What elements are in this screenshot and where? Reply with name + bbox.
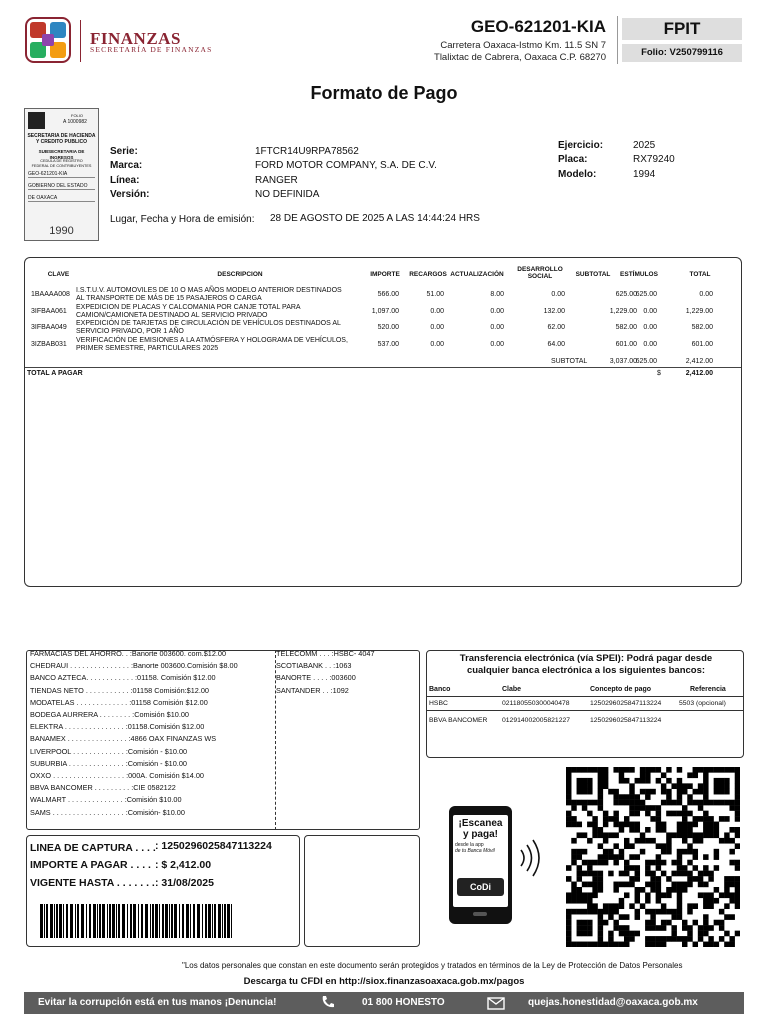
total-currency: $ [657, 370, 661, 377]
qr-code [566, 767, 740, 947]
footer-phone: 01 800 HONESTO [362, 997, 445, 1008]
row-desarrollo: 62.00 [547, 324, 565, 331]
brand-subtitle: SECRETARÍA DE FINANZAS [90, 45, 213, 54]
col-actualizacion: ACTUALIZACIÓN [450, 271, 504, 278]
phone-icon [320, 994, 336, 1013]
finanzas-logo [24, 16, 72, 64]
total-value: 2,412.00 [685, 370, 713, 377]
row-subtotal: 582.00 [615, 324, 637, 331]
footer-bar [24, 992, 744, 1014]
brand-divider [80, 20, 81, 62]
codi-line-4: de tu Banca Móvil [455, 848, 495, 854]
payment-location-item: SUBURBIA . . . . . . . . . . . . . . :Comisión - $10.00 [30, 758, 187, 768]
row-subtotal: 625.00 [615, 291, 637, 298]
row-descripcion: I.S.T.U.V. AUTOMOVILES DE 10 O MAS AÑOS MODELO ANTERIOR DESTINADOS AL TRANSPORTE DE MÁS DE 15 PASAJEROS O CARGA [76, 287, 342, 302]
payment-location-item: BODEGA AURRERA . . . . . . . . :Comisión $10.00 [30, 710, 189, 719]
col-estimulos: ESTÍMULOS [620, 271, 658, 278]
spei-col-clabe: Clabe [502, 686, 522, 693]
card-rule [28, 201, 95, 202]
card-emblem [28, 112, 45, 129]
row-estimulos: 0.00 [643, 341, 657, 348]
barcode-image [40, 904, 236, 938]
rfc-card-image [24, 108, 99, 241]
address-line-1: Carretera Oaxaca-Istmo Km. 11.5 SN 7 [440, 40, 606, 51]
codi-scan-text [455, 818, 506, 840]
row-descripcion: EXPEDICIÓN DE TARJETAS DE CIRCULACIÓN DE VEHÍCULOS DESTINADOS AL SERVICIO PRIVADO, POR 1 AÑO [76, 320, 341, 335]
footer-email: quejas.honestidad@oaxaca.gob.mx [528, 997, 698, 1008]
capture-line-label: LINEA DE CAPTURA . . . . [30, 842, 156, 854]
payment-location-item: MODATELAS . . . . . . . . . . . . . :01158 Comisión $12.00 [30, 697, 208, 707]
row-total: 601.00 [691, 341, 713, 348]
payment-location-item: TIENDAS NETO . . . . . . . . . . . :01158 Comisión:$12.00 [30, 685, 209, 695]
marca-label: Marca: [110, 160, 143, 171]
version-label: Versión: [110, 189, 150, 200]
payment-location-item: SCOTIABANK . . :1063 [276, 661, 352, 671]
spei-clabe: 021180550300040478 [502, 700, 570, 707]
card-rule [28, 177, 95, 178]
row-actualizacion: 0.00 [490, 324, 504, 331]
spei-col-concepto: Concepto de pago [590, 686, 652, 693]
row-total: 1,229.00 [685, 308, 713, 315]
card-line-2: Y CREDITO PUBLICO [36, 139, 87, 145]
row-clave: 3IZBAB031 [31, 341, 67, 348]
row-estimulos: 625.00 [635, 291, 657, 298]
row-descripcion: EXPEDICION DE PLACAS Y CALCOMANIA POR CANJE TOTAL PARA CAMION/CAMIONETA DESTINADO AL SERVICIO PRIVADO [76, 304, 301, 319]
row-actualizacion: 0.00 [490, 308, 504, 315]
spei-row-rule [426, 710, 744, 711]
linea-value: RANGER [255, 175, 298, 186]
card-rule [28, 189, 95, 190]
payment-location-item: FARMACIAS DEL AHORRO. . :Banorte 003600. com.$12.00 [30, 649, 227, 658]
payment-location-item: BANCO AZTECA. . . . . . . . . . . . :01158. Comisión $12.00 [30, 673, 216, 683]
card-line-3: SUBSECRETARIA DE INGRESOS [38, 149, 85, 160]
row-estimulos: 0.00 [643, 308, 657, 315]
mail-icon [486, 995, 506, 1014]
row-descripcion: VERIFICACIÓN DE EMISIONES A LA ATMÓSFERA Y HOLOGRAMA DE VEHÍCULOS, PRIMER SEMESTRE, PARTICULARES 2025 [76, 337, 348, 352]
header-separator [617, 16, 618, 64]
version-value: NO DEFINIDA [255, 189, 320, 200]
card-folio-label: FOLIO [71, 113, 84, 118]
linea-label: Línea: [110, 175, 140, 186]
col-total: TOTAL [689, 271, 711, 278]
row-total: 0.00 [699, 291, 713, 298]
placa-value: RX79240 [633, 154, 675, 165]
row-actualizacion: 8.00 [490, 291, 504, 298]
payment-location-item: BANAMEX . . . . . . . . . . . . . . . :4866 OAX FINANZAS WS [30, 734, 217, 744]
card-folio-number: A 1000982 [63, 119, 87, 125]
row-desarrollo: 132.00 [543, 308, 565, 315]
col-desarrollo-social: DESARROLLO SOCIAL [517, 266, 563, 280]
marca-value: FORD MOTOR COMPANY, S.A. DE C.V. [255, 160, 437, 171]
row-desarrollo: 0.00 [551, 291, 565, 298]
codi-phone-icon [449, 806, 512, 924]
payment-location-item: ELEKTRA . . . . . . . . . . . . . . . :01158.Comisión $12.00 [30, 722, 205, 732]
cfdi-download-link[interactable]: Descarga tu CFDI en http://siox.finanzasoaxaca.gob.mx/pagos [243, 976, 525, 987]
privacy-note: "Los datos personales que constan en este documento serán protegidos y tratados en términos de la Ley de Protección de Datos Personales [182, 961, 683, 970]
modelo-label: Modelo: [558, 169, 597, 180]
row-recargos: 51.00 [426, 291, 444, 298]
codi-line-3: desde la app [455, 842, 484, 848]
ejercicio-label: Ejercicio: [558, 140, 604, 151]
col-clave: CLAVE [47, 271, 70, 278]
row-subtotal: 601.00 [615, 341, 637, 348]
payment-location-item: SAMS . . . . . . . . . . . . . . . . . . :Comisión- $10.00 [30, 807, 185, 817]
row-recargos: 0.00 [430, 308, 444, 315]
valid-until-value: : 31/08/2025 [155, 877, 214, 889]
row-recargos: 0.00 [430, 341, 444, 348]
col-descripcion: DESCRIPCION [217, 271, 263, 278]
amount-label: IMPORTE A PAGAR . . . . [30, 859, 151, 871]
codi-line-2: y paga! [462, 829, 498, 840]
footer-slogan: Evitar la corrupción está en tus manos ¡Denuncia! [38, 997, 277, 1008]
office-code: GEO-621201-KIA [470, 17, 606, 36]
card-line-5: FEDERAL DE CONTRIBUYENTES [31, 164, 92, 168]
row-subtotal: 1,229.00 [609, 308, 637, 315]
spei-concepto: 1250296025847113224 [590, 700, 662, 707]
issue-date-label: Lugar, Fecha y Hora de emisión: [110, 214, 255, 225]
brand-title: FINANZAS [90, 29, 181, 48]
payment-location-item: TELECOMM . . . :HSBC- 4047 [276, 649, 375, 658]
row-actualizacion: 0.00 [490, 341, 504, 348]
codi-logo: CoDi [457, 878, 504, 896]
spei-clabe: 012914002005821227 [502, 717, 571, 724]
row-importe: 537.00 [377, 341, 399, 348]
row-recargos: 0.00 [430, 324, 444, 331]
spei-col-referencia: Referencia [690, 686, 726, 693]
blank-box [304, 835, 420, 947]
payment-location-item: BANORTE . . . . :003600 [276, 673, 356, 683]
payment-location-item: BBVA BANCOMER . . . . . . . . . :CIE 0582122 [30, 783, 176, 793]
address-line-2: Tlalixtac de Cabrera, Oaxaca C.P. 68270 [434, 52, 606, 63]
card-year: 1990 [49, 225, 74, 237]
row-clave: 3IFBAA061 [31, 308, 67, 315]
row-importe: 520.00 [377, 324, 399, 331]
subtotal-subtotal: 3,037.00 [609, 358, 637, 365]
payment-location-item: CHEDRAUI . . . . . . . . . . . . . . . :Banorte 003600.Comisión $8.00 [30, 661, 238, 671]
valid-until-label: VIGENTE HASTA . . . . . . . [30, 877, 155, 889]
modelo-value: 1994 [633, 169, 656, 180]
serie-value: 1FTCR14U9RPA78562 [255, 146, 359, 157]
subtotal-estimulos: 625.00 [635, 358, 657, 365]
row-clave: 1BAAAA008 [31, 291, 70, 298]
spei-header-rule [426, 696, 744, 697]
spei-bank: BBVA BANCOMER [429, 717, 488, 724]
total-label: TOTAL A PAGAR [27, 370, 83, 377]
serie-label: Serie: [110, 146, 138, 157]
col-subtotal: SUBTOTAL [575, 271, 611, 278]
row-desarrollo: 64.00 [547, 341, 565, 348]
ejercicio-value: 2025 [633, 140, 656, 151]
row-importe: 1,097.00 [371, 308, 399, 315]
card-line-1: SECRETARIA DE HACIENDA [27, 133, 96, 139]
codi-line-1: ¡Escanea [458, 818, 503, 829]
placa-label: Placa: [558, 154, 588, 165]
payment-location-item: LIVERPOOL . . . . . . . . . . . . . :Comisión - $10.00 [30, 746, 188, 756]
spei-bank: HSBC [429, 700, 448, 707]
card-line-4: CEDULA DE REGISTRO [40, 159, 83, 163]
folio-badge: Folio: V250799116 [622, 44, 742, 62]
card-line-6: GEO-621201-KIA [28, 171, 68, 177]
spei-col-banco: Banco [429, 686, 451, 693]
row-clave: 3IFBAA049 [31, 324, 67, 331]
concepts-table [24, 257, 742, 587]
payment-location-item: OXXO . . . . . . . . . . . . . . . . . . :000A. Comisión $14.00 [30, 771, 204, 780]
spei-referencia: 5503 (opcional) [679, 700, 726, 707]
col-importe: IMPORTE [370, 271, 400, 278]
row-estimulos: 0.00 [643, 324, 657, 331]
subtotal-total: 2,412.00 [685, 358, 713, 365]
spei-title: Transferencia electrónica (vía SPEI): Podrá pagar desde cualquier banca electrónica a los siguientes bancos: [459, 653, 713, 676]
amount-value: : $ 2,412.00 [155, 859, 212, 871]
payment-location-item: SANTANDER . . :1092 [276, 685, 349, 695]
doc-type-badge: FPIT [622, 18, 742, 40]
col-recargos: RECARGOS [409, 271, 447, 278]
row-total: 582.00 [691, 324, 713, 331]
page-title: Formato de Pago [310, 83, 458, 103]
spei-concepto: 1250296025847113224 [590, 717, 662, 724]
office-address [434, 40, 606, 64]
row-importe: 566.00 [377, 291, 399, 298]
payment-location-item: WALMART . . . . . . . . . . . . . . :Comisión $10.00 [30, 795, 182, 805]
total-separator [25, 367, 741, 368]
nfc-waves-icon [516, 838, 546, 883]
subtotal-label: SUBTOTAL [551, 358, 588, 365]
card-line-7: GOBIERNO DEL ESTADO [28, 183, 88, 189]
card-line-8: DE OAXACA [28, 195, 58, 201]
issue-date-value: 28 DE AGOSTO DE 2025 A LAS 14:44:24 HRS [270, 213, 480, 224]
capture-line-value: : 1250296025847113224 [155, 840, 272, 852]
